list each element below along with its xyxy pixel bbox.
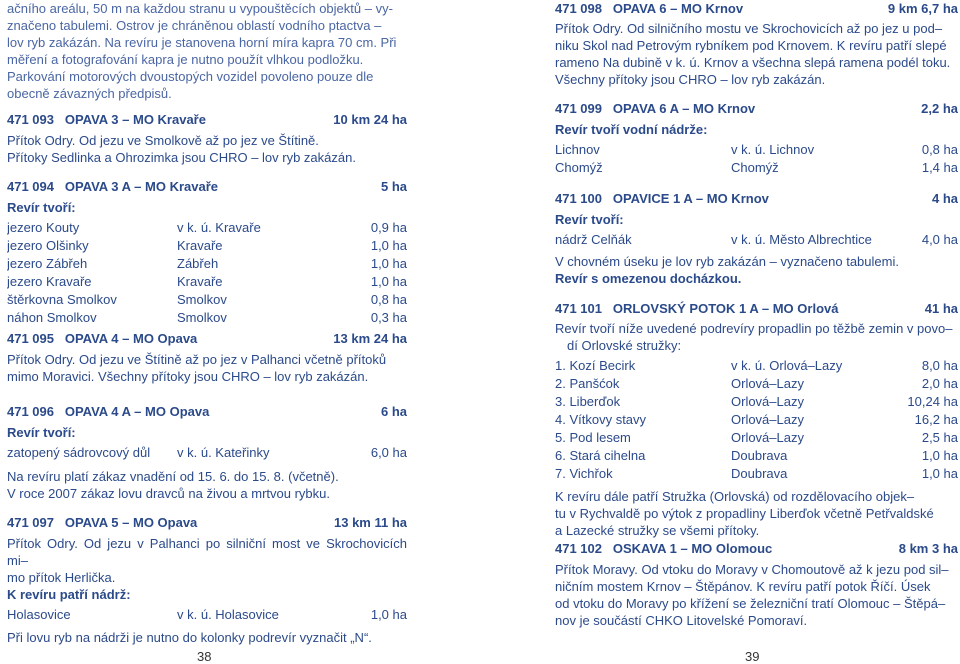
cell-area: 0,8 ha	[921, 142, 958, 157]
table-row	[555, 411, 958, 429]
cell-area: 1,0 ha	[370, 238, 407, 253]
cell-area: 1,4 ha	[921, 160, 958, 175]
table-row	[555, 375, 958, 393]
table-row	[7, 237, 407, 255]
text-line: značeno tabulemi. Ostrov je chráněnou oblastí vodního ptactva –	[7, 18, 382, 33]
section-size: 2,2 ha	[921, 101, 958, 116]
table-row	[555, 231, 958, 249]
section-code: 471 101	[555, 301, 602, 316]
table-row	[555, 357, 958, 375]
cell-place: Doubrava	[731, 448, 788, 463]
section-471-096	[7, 403, 407, 502]
section-471-093	[7, 111, 407, 166]
cell-area: 0,8 ha	[370, 292, 407, 307]
cell-name: Lichnov	[555, 142, 600, 157]
section-size: 5 ha	[380, 179, 407, 194]
section-name: OSKAVA 1 – MO Olomouc	[612, 541, 773, 556]
cell-area: 1,0 ha	[921, 466, 958, 481]
cell-name: 2. Panšćok	[555, 376, 620, 391]
text-line: a Lazecké stružky se všemi přítoky.	[555, 523, 760, 538]
section-size: 41 ha	[924, 301, 958, 316]
cell-area: 10,24 ha	[907, 394, 958, 409]
text-line: Přítoky Sedlinka a Ohrozimka jsou CHRO – lov ryb zakázán.	[7, 150, 356, 165]
section-size: 13 km 24 ha	[333, 331, 407, 346]
section-header	[7, 330, 407, 347]
cell-place: v k. ú. Lichnov	[731, 142, 815, 157]
cell-name: zatopený sádrovcový důl	[7, 445, 151, 460]
cell-area: 4,0 ha	[921, 232, 958, 247]
cell-name: jezero Zábřeh	[7, 256, 88, 271]
section-header	[7, 403, 407, 420]
cell-area: 8,0 ha	[921, 358, 958, 373]
table-row	[7, 273, 407, 291]
cell-place: v k. ú. Orlová–Lazy	[731, 358, 843, 373]
text-line: mimo Moravici. Všechny přítoky jsou CHRO – lov ryb zakázán.	[7, 369, 369, 384]
text-line: Přítok Odry. Od jezu ve Štítině až po jez v Palhanci včetně přítoků	[7, 352, 387, 367]
table-row	[7, 255, 407, 273]
section-header	[555, 0, 958, 17]
intro-paragraph	[7, 0, 407, 102]
cell-area: 2,0 ha	[921, 376, 958, 391]
bold-note: Revír s omezenou docházkou.	[555, 271, 742, 286]
section-471-099	[555, 100, 958, 177]
text-line: lov ryb zakázán. Na revíru je stanovena horní míra kapra 70 cm. Při	[7, 35, 397, 50]
cell-name: Holasovice	[7, 607, 71, 622]
water-table	[555, 357, 958, 483]
page-number: 38	[197, 649, 212, 664]
text-line: tu v Rychvaldě po výtok z propadliny Liberďok včetně Petřvaldské	[555, 506, 934, 521]
section-code: 471 099	[555, 101, 602, 116]
cell-name: Chomýž	[555, 160, 603, 175]
cell-name: štěrkovna Smolkov	[7, 292, 117, 307]
cell-place: Orlová–Lazy	[731, 376, 804, 391]
section-code: 471 093	[7, 112, 54, 127]
cell-place: Orlová–Lazy	[731, 430, 804, 445]
section-name: OPAVA 3 A – MO Kravaře	[64, 179, 219, 194]
section-header	[555, 100, 958, 117]
section-code: 471 095	[7, 331, 54, 346]
table-row	[555, 447, 958, 465]
table-row	[7, 309, 407, 327]
cell-name: náhon Smolkov	[7, 310, 97, 325]
cell-place: Zábřeh	[177, 256, 219, 271]
text-line: niku Skol nad Petrovým rybníkem pod Krnovem. K revíru patří slepé	[555, 38, 947, 53]
cell-name: 7. Vichřok	[555, 466, 613, 481]
table-row	[7, 444, 407, 462]
left-page	[7, 0, 407, 664]
cell-place: v k. ú. Holasovice	[177, 607, 279, 622]
section-subheading: K revíru patří nádrž:	[7, 587, 131, 602]
text-line: dí Orlovské stružky:	[567, 338, 682, 353]
water-table	[7, 444, 407, 462]
text-line: V roce 2007 zákaz lovu dravců na živou a mrtvou rybku.	[7, 486, 330, 501]
cell-place: v k. ú. Město Albrechtice	[731, 232, 872, 247]
section-code: 471 098	[555, 1, 602, 16]
cell-place: Smolkov	[177, 310, 227, 325]
text-line: nov je součástí CHKO Litovelské Pomoraví.	[555, 613, 808, 628]
section-size: 4 ha	[931, 191, 958, 206]
water-table	[555, 141, 958, 177]
text-line: Revír tvoří níže uvedené podrevíry propadlin po těžbě zemin v povo–	[555, 321, 953, 336]
section-471-097	[7, 514, 407, 646]
table-row	[555, 465, 958, 483]
section-name: OPAVA 5 – MO Opava	[64, 515, 198, 530]
cell-place: Kravaře	[177, 238, 223, 253]
page-number: 39	[745, 649, 760, 664]
section-name: ORLOVSKÝ POTOK 1 A – MO Orlová	[612, 301, 839, 316]
text-line: Při lovu ryb na nádrži je nutno do kolonky podrevír vyznačit „N“.	[7, 630, 372, 645]
water-table	[7, 606, 407, 624]
table-row	[555, 429, 958, 447]
cell-name: jezero Kouty	[7, 220, 80, 235]
text-line: Všechny přítoky jsou CHRO – lov ryb zakázán.	[555, 72, 826, 87]
section-name: OPAVA 6 A – MO Krnov	[612, 101, 756, 116]
text-line: Parkování motorových dvoustopých vozidel povoleno pouze dle	[7, 69, 374, 84]
section-header	[7, 178, 407, 195]
text-line: rameno Na dubině v k. ú. Krnov a všechna slepá ramena podél toku.	[555, 55, 951, 70]
section-subheading: Revír tvoří:	[555, 212, 624, 227]
text-line: od vtoku do Moravy po křížení se železniční tratí Olomouc – Štěpá–	[555, 596, 946, 611]
section-471-100	[555, 190, 958, 287]
cell-name: 4. Vítkovy stavy	[555, 412, 647, 427]
text-line: Na revíru platí zákaz vnadění od 15. 6. do 15. 8. (včetně).	[7, 469, 339, 484]
cell-place: Smolkov	[177, 292, 227, 307]
section-471-102	[555, 540, 958, 629]
section-name: OPAVA 3 – MO Kravaře	[64, 112, 206, 127]
section-471-094	[7, 178, 407, 327]
section-name: OPAVICE 1 A – MO Krnov	[612, 191, 769, 206]
cell-place: Orlová–Lazy	[731, 412, 804, 427]
section-code: 471 100	[555, 191, 602, 206]
section-code: 471 094	[7, 179, 54, 194]
section-name: OPAVA 4 A – MO Opava	[64, 404, 210, 419]
table-row	[555, 393, 958, 411]
cell-name: nádrž Celňák	[555, 232, 632, 247]
text-line: Přítok Odry. Od silničního mostu ve Skrochovicích až po jez u pod–	[555, 21, 943, 36]
section-subheading: Revír tvoří vodní nádrže:	[555, 122, 708, 137]
cell-name: 3. Liberďok	[555, 394, 621, 409]
section-header	[7, 514, 407, 531]
right-page	[555, 0, 958, 664]
section-size: 8 km 3 ha	[898, 541, 958, 556]
table-row	[7, 606, 407, 624]
water-table	[555, 231, 958, 249]
cell-place: Chomýž	[731, 160, 779, 175]
section-header	[555, 190, 958, 207]
text-line: ničním mostem Krnov – Štěpánov. K revíru patří potok Říčí. Úsek	[555, 579, 931, 594]
text-line: Přítok Odry. Od jezu ve Smolkově až po jez ve Štítině.	[7, 133, 319, 148]
section-size: 13 km 11 ha	[334, 515, 407, 530]
cell-place: v k. ú. Kravaře	[177, 220, 261, 235]
section-header	[7, 111, 407, 128]
section-471-095	[7, 330, 407, 385]
section-subheading: Revír tvoří:	[7, 200, 76, 215]
cell-area: 2,5 ha	[921, 430, 958, 445]
table-row	[7, 219, 407, 237]
text-line: V chovném úseku je lov ryb zakázán – vyznačeno tabulemi.	[555, 254, 899, 269]
section-code: 471 097	[7, 515, 54, 530]
cell-place: Doubrava	[731, 466, 788, 481]
cell-place: Orlová–Lazy	[731, 394, 804, 409]
section-size: 9 km 6,7 ha	[887, 1, 958, 16]
cell-name: jezero Kravaře	[7, 274, 92, 289]
cell-place: v k. ú. Kateřinky	[177, 445, 270, 460]
cell-name: 6. Stará cihelna	[555, 448, 646, 463]
cell-area: 1,0 ha	[370, 256, 407, 271]
section-code: 471 096	[7, 404, 54, 419]
section-header	[555, 540, 958, 557]
section-size: 10 km 24 ha	[333, 112, 407, 127]
text-line: obecně závazných předpisů.	[7, 86, 172, 101]
table-row	[555, 141, 958, 159]
text-line: ačního areálu, 50 m na každou stranu u vypouštěcích objektů – vy-	[7, 1, 393, 16]
water-table	[7, 219, 407, 327]
table-row	[555, 159, 958, 177]
section-header	[555, 300, 958, 317]
text-line: mo přítok Herlička.	[7, 570, 116, 585]
cell-area: 0,9 ha	[370, 220, 407, 235]
section-size: 6 ha	[380, 404, 407, 419]
cell-area: 1,0 ha	[370, 607, 407, 622]
section-name: OPAVA 6 – MO Krnov	[612, 1, 744, 16]
text-line: Přítok Moravy. Od vtoku do Moravy v Chomoutově až k jezu pod sil–	[555, 562, 949, 577]
cell-area: 1,0 ha	[370, 274, 407, 289]
cell-place: Kravaře	[177, 274, 223, 289]
cell-name: jezero Olšinky	[7, 238, 89, 253]
text-line: měření a fotografování kapra je nutno použít vlhkou podložku.	[7, 52, 364, 67]
section-471-101	[555, 300, 958, 539]
table-row	[7, 291, 407, 309]
text-line: K revíru dále patří Stružka (Orlovská) od rozdělovacího objek–	[555, 489, 915, 504]
section-471-098	[555, 0, 958, 88]
cell-area: 1,0 ha	[921, 448, 958, 463]
cell-area: 0,3 ha	[370, 310, 407, 325]
section-name: OPAVA 4 – MO Opava	[64, 331, 198, 346]
cell-area: 16,2 ha	[914, 412, 958, 427]
cell-area: 6,0 ha	[370, 445, 407, 460]
text-line: Přítok Odry. Od jezu v Palhanci po silniční most ve Skrochovicích mi–	[7, 536, 407, 568]
section-code: 471 102	[555, 541, 602, 556]
cell-name: 5. Pod lesem	[555, 430, 631, 445]
cell-name: 1. Kozí Becirk	[555, 358, 636, 373]
section-subheading: Revír tvoří:	[7, 425, 76, 440]
